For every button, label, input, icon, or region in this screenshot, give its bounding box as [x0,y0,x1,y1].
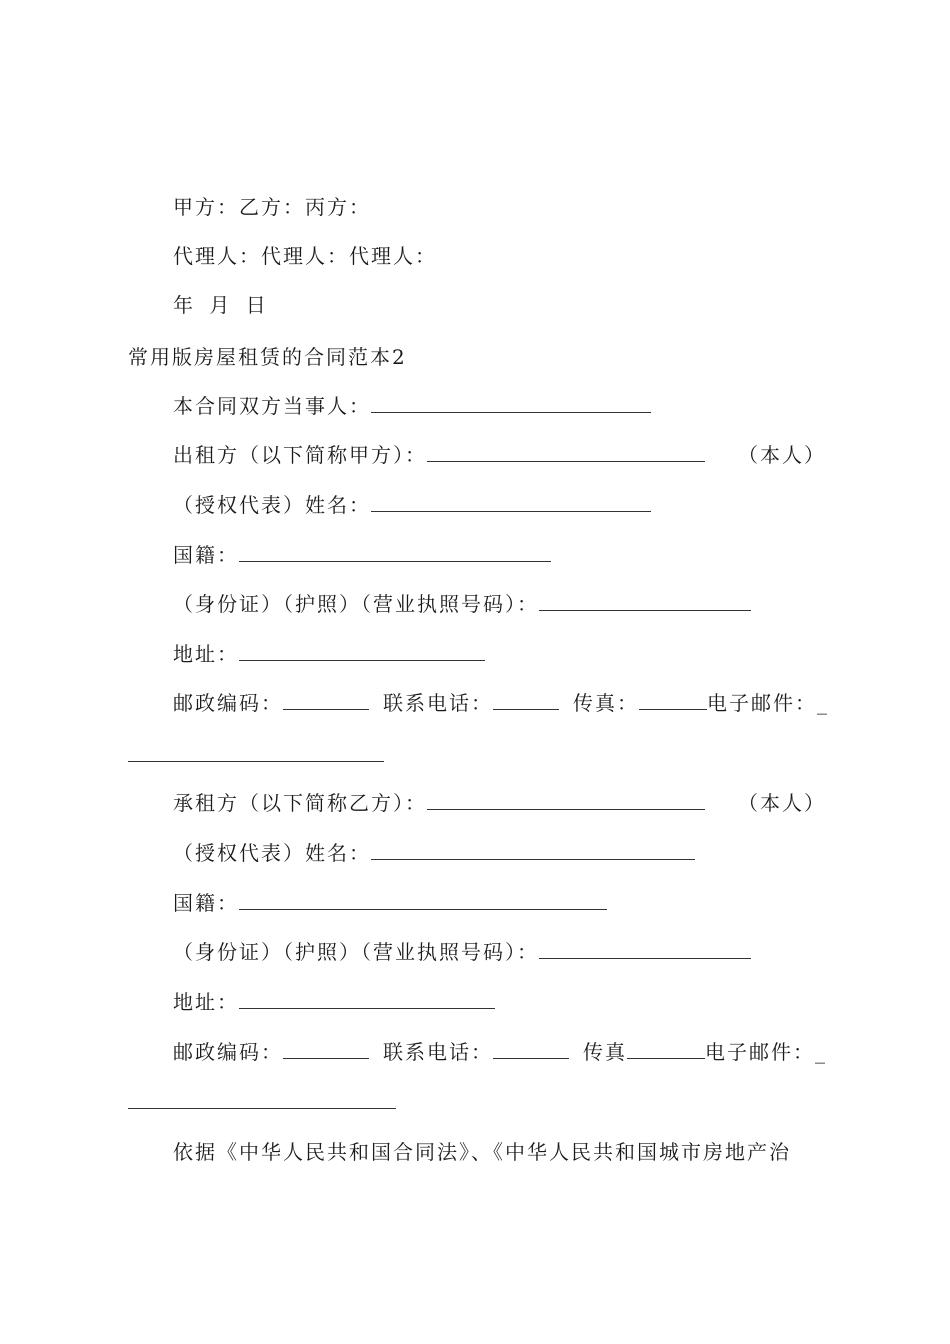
lessee-id-line [173,939,751,965]
lessee-id-blank [539,940,751,959]
lessor-id-line [173,591,751,617]
lessor-email-blank [128,761,384,762]
lessee-heading-line [173,790,705,816]
lessor-email-label: 电子邮件：_ [707,691,829,715]
lessor-nationality-line [173,542,551,568]
lessor-contact-line [173,690,829,716]
agents-line: 代理人：代理人：代理人： [173,244,437,268]
lessor-address-line [173,641,485,667]
lessee-fax-label: 传真 [583,1040,627,1064]
lessee-blank [427,791,705,810]
lessee-address-label: 地址： [173,990,239,1014]
lessor-fax-label: 传真： [573,691,639,715]
lessee-email-blank [128,1108,396,1109]
lessee-postal-blank [283,1040,369,1059]
lessee-postal-label: 邮政编码： [173,1040,283,1064]
lessor-heading: 出租方（以下简称甲方）： [173,443,427,467]
parties-blank [371,394,651,413]
basis-text: 依据《中华人民共和国合同法》、《中华人民共和国城市房地产治 [173,1140,791,1164]
parties-line: 甲方：乙方：丙方： [173,195,371,219]
lessor-blank [427,443,705,462]
lessee-name-blank [371,841,695,860]
lessee-nationality-label: 国籍： [173,891,239,915]
lessor-fax-blank [639,691,707,710]
lessee-address-blank [239,990,495,1009]
lessee-self-note: （本人） [738,791,826,815]
lessor-address-blank [239,642,485,661]
lessor-postal-label: 邮政编码： [173,691,283,715]
date-line: 年 月 日 [173,293,268,317]
lessor-phone-label: 联系电话： [383,691,493,715]
lessee-fax-blank [627,1040,705,1059]
lessee-name-line [173,840,695,866]
lessee-address-line [173,989,495,1015]
lessor-self-note: （本人） [738,443,826,467]
lessee-name-label: （授权代表）姓名： [173,841,371,865]
lessor-nationality-label: 国籍： [173,543,239,567]
lessor-id-blank [539,592,751,611]
lessor-phone-blank [493,691,559,710]
lessor-id-label: （身份证）（护照）（营业执照号码）： [173,592,539,616]
lessee-nationality-blank [239,891,607,910]
parties-intro-line [173,393,651,419]
lessee-id-label: （身份证）（护照）（营业执照号码）： [173,940,539,964]
lessor-name-line [173,492,651,518]
lessee-contact-line [173,1039,827,1065]
lessee-nationality-line [173,890,607,916]
lessee-email-label: 电子邮件：_ [705,1040,827,1064]
lessee-phone-label: 联系电话： [383,1040,493,1064]
lessor-postal-blank [283,691,369,710]
lessor-nationality-blank [239,543,551,562]
lessee-heading: 承租方（以下简称乙方）： [173,791,427,815]
lessor-address-label: 地址： [173,642,239,666]
lessor-name-blank [371,493,651,512]
lessor-name-label: （授权代表）姓名： [173,493,371,517]
lessee-phone-blank [493,1040,569,1059]
parties-intro-label: 本合同双方当事人： [173,394,371,418]
section-title: 常用版房屋租赁的合同范本2 [128,345,407,369]
lessor-heading-line [173,442,705,468]
